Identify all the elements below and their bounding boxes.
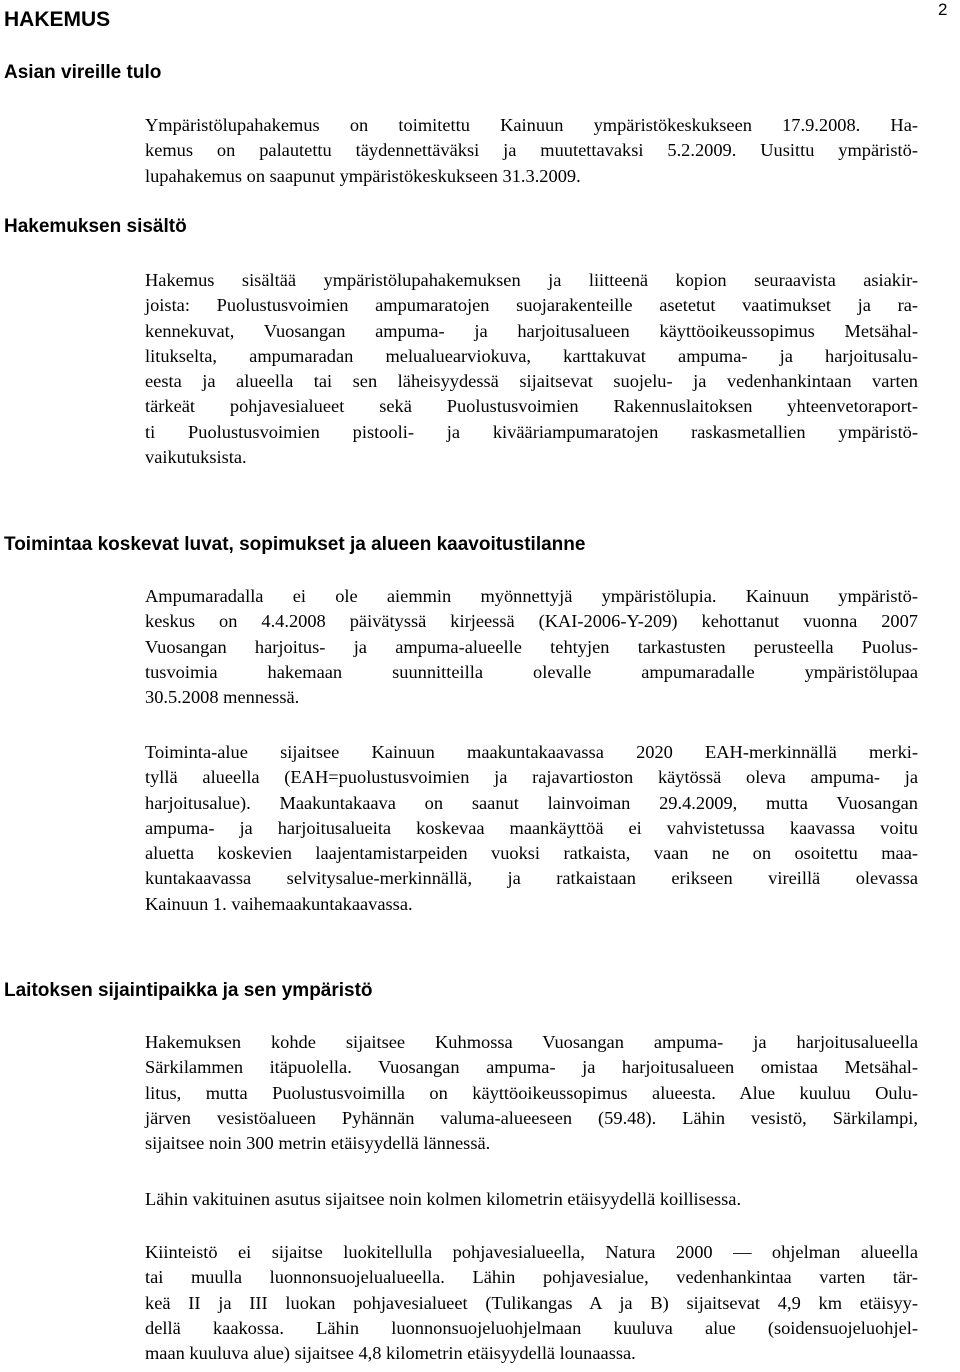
text-line: järven vesistöalueen Pyhännän valuma-alueeseen (59.48). Lähin vesistö, Särkilampi, xyxy=(145,1107,918,1128)
text-line: keä II ja III luokan pohjavesialueet (Tulikangas A ja B) sijaitsevat 4,9 km etäisyy- xyxy=(145,1292,918,1313)
text-line: vaikutuksista. xyxy=(145,447,247,468)
text-line: aluetta koskevien laajentamistarpeiden vuoksi ratkaista, vaan ne on osoitettu maa- xyxy=(145,843,918,864)
text-line: Vuosangan harjoitus- ja ampuma-alueelle tehtyjen tarkastusten perusteella Puolus- xyxy=(145,636,918,657)
section-heading-permits: Toimintaa koskevat luvat, sopimukset ja alueen kaavoitustilanne xyxy=(4,534,586,555)
text-line: ampuma- ja harjoitusalueita koskevaa maankäyttöä ei vahvistetussa kaavassa voitu xyxy=(145,817,918,838)
text-line: Kainuun 1. vaihemaakuntakaavassa. xyxy=(145,893,413,914)
text-line: tusvoimia hakemaan suunnitteilla olevalle ampumaradalle ympäristölupaa xyxy=(145,661,918,682)
text-line: Ympäristölupahakemus on toimitettu Kainuun ympäristökeskukseen 17.9.2008. Ha- xyxy=(145,115,918,135)
paragraph-filing xyxy=(145,113,918,189)
text-line: Särkilammen itäpuolella. Vuosangan ampuma- ja harjoitusalueen omistaa Metsähal- xyxy=(145,1057,918,1078)
section-heading-location: Laitoksen sijaintipaikka ja sen ympäristö xyxy=(4,980,373,1001)
document-title: HAKEMUS xyxy=(4,8,111,31)
text-line: Ampumaradalla ei ole aiemmin myönnettyjä ympäristölupia. Kainuun ympäristö- xyxy=(145,586,918,606)
text-line: tai muulla luonnonsuojelualueella. Lähin pohjavesialue, vedenhankintaa varten tär- xyxy=(145,1267,918,1288)
text-line: keskus on 4.4.2008 päivätyssä kirjeessä (KAI-2006-Y-209) kehottanut vuonna 2007 xyxy=(145,611,918,632)
text-line: joista: Puolustusvoimien ampumaratojen suojarakenteille asetetut vaatimukset ja ra- xyxy=(145,295,918,316)
paragraph-permits xyxy=(145,584,918,710)
text-line: maan kuuluva alue) sijaitsee 4,8 kilometrin etäisyydellä lounaassa. xyxy=(145,1343,636,1364)
text-line: litus, mutta Puolustusvoimilla on käyttöoikeussopimus alueesta. Alue kuuluu Oulu- xyxy=(145,1082,918,1103)
text-line: lupahakemus on saapunut ympäristökeskukseen 31.3.2009. xyxy=(145,165,581,186)
text-line: Toiminta-alue sijaitsee Kainuun maakuntakaavassa 2020 EAH-merkinnällä merki- xyxy=(145,742,918,762)
text-line: litukselta, ampumaradan melualuearviokuva, karttakuvat ampuma- ja harjoitusalu- xyxy=(145,345,918,366)
paragraph-groundwater xyxy=(145,1240,918,1366)
text-line: kemus on palautettu täydennettäväksi ja muutettavaksi 5.2.2009. Uusittu ympäristö- xyxy=(145,140,918,161)
paragraph-contents xyxy=(145,268,918,470)
text-line: Hakemus sisältää ympäristölupahakemuksen ja liitteenä kopion seuraavista asiakir- xyxy=(145,270,918,290)
text-line: tärkeät pohjavesialueet sekä Puolustusvoimien Rakennuslaitoksen yhteenvetoraport- xyxy=(145,396,918,417)
text-line: Lähin vakituinen asutus sijaitsee noin kolmen kilometrin etäisyydellä koillisessa. xyxy=(145,1189,742,1209)
text-line: kuntakaavassa selvitysalue-merkinnällä, ja ratkaistaan erikseen vireillä olevassa xyxy=(145,868,918,889)
text-line: harjoitusalue). Maakuntakaava on saanut lainvoiman 29.4.2009, mutta Vuosangan xyxy=(145,792,918,813)
paragraph-settlement xyxy=(145,1187,918,1212)
side-heading-asian-vireille-tulo: Asian vireille tulo xyxy=(4,62,162,83)
paragraph-zoning xyxy=(145,740,918,917)
page-number: 2 xyxy=(938,0,948,19)
text-line: eesta ja alueella tai sen läheisyydessä sijaitsevat suojelu- ja vedenhankintaan varten xyxy=(145,371,918,392)
text-line: sijaitsee noin 300 metrin etäisyydellä lännessä. xyxy=(145,1133,491,1154)
side-heading-hakemuksen-sisalto: Hakemuksen sisältö xyxy=(4,216,187,237)
text-line: ti Puolustusvoimien pistooli- ja kivääriampumaratojen raskasmetallien ympäristö- xyxy=(145,421,918,442)
text-line: Hakemuksen kohde sijaitsee Kuhmossa Vuosangan ampuma- ja harjoitusalueella xyxy=(145,1032,918,1052)
text-line: dellä kaakossa. Lähin luonnonsuojeluohjelmaan kuuluva alue (soidensuojeluohjel- xyxy=(145,1317,918,1338)
text-line: tyllä alueella (EAH=puolustusvoimien ja rajavartioston käytössä oleva ampuma- ja xyxy=(145,767,918,788)
paragraph-location xyxy=(145,1030,918,1156)
text-line: Kiinteistö ei sijaitse luokitellulla pohjavesialueella, Natura 2000 — ohjelman alueella xyxy=(145,1242,918,1262)
text-line: 30.5.2008 mennessä. xyxy=(145,687,300,708)
text-line: kennekuvat, Vuosangan ampuma- ja harjoitusalueen käyttöoikeussopimus Metsähal- xyxy=(145,320,918,341)
